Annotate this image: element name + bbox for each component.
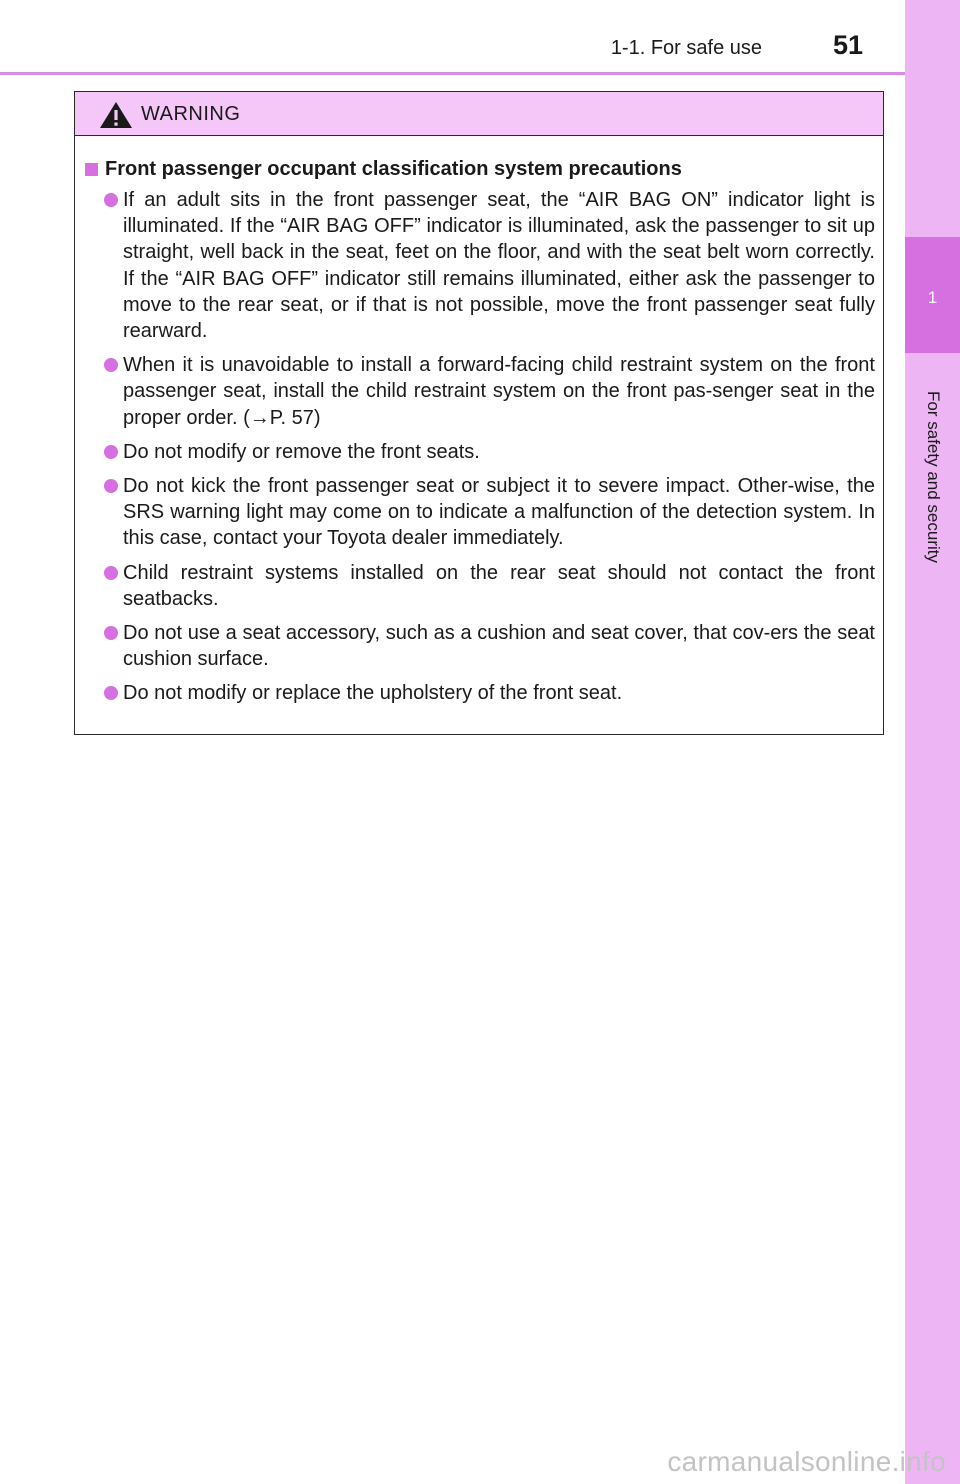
bullet-dot-icon — [104, 686, 118, 700]
list-item — [85, 473, 875, 552]
bullet-dot-icon — [104, 358, 118, 372]
square-bullet-icon — [85, 163, 98, 176]
watermark: carmanualsonline.info — [667, 1446, 946, 1477]
chapter-side-tab — [905, 0, 960, 1484]
section-title: 1-1. For safe use — [610, 37, 762, 59]
list-item — [85, 439, 875, 465]
list-item-text: Do not modify or replace the upholstery of the front seat. — [123, 682, 623, 705]
warning-triangle-icon — [99, 101, 133, 129]
chapter-title: For safety and security — [924, 391, 943, 563]
warning-subheading — [85, 156, 875, 183]
warning-body — [75, 136, 883, 707]
list-item-text: Do not kick the front passenger seat or subject it to severe impact. Other-wise, the SRS warning light may come on to indicate a malfunction of the detection system. In this case, contact your Toyota dealer immediately. — [123, 475, 875, 550]
bullet-dot-icon — [104, 566, 118, 580]
warning-label: WARNING — [141, 103, 241, 125]
bullet-dot-icon — [104, 193, 118, 207]
subheading-text: Front passenger occupant classification system precautions — [105, 158, 682, 180]
header-divider — [0, 72, 905, 75]
list-item — [85, 560, 875, 612]
list-item — [85, 620, 875, 672]
list-item-text: Child restraint systems installed on the rear seat should not contact the front seatbacks. — [123, 561, 875, 610]
page-number: 51 — [833, 30, 864, 60]
chapter-number: 1 — [927, 288, 938, 307]
bullet-dot-icon — [104, 626, 118, 640]
list-item — [85, 680, 875, 706]
list-item-text: Do not use a seat accessory, such as a cushion and seat cover, that cov-ers the seat cushion surface. — [123, 622, 875, 671]
list-item-text: Do not modify or remove the front seats. — [123, 440, 480, 463]
list-item-text: If an adult sits in the front passenger seat, the “AIR BAG ON” indicator light is illuminated. If the “AIR BAG OFF” indicator is illuminated, ask the passenger to sit up straight, well back in the seat, feet on the floor, and with the seat belt worn correctly. If the “AIR BAG OFF” indicator still remains illuminated, either ask the passenger to move to the rear seat, or if that is not possible, move the front passenger seat fully rearward. — [123, 189, 875, 343]
warning-box — [74, 91, 884, 735]
bullet-dot-icon — [104, 445, 118, 459]
list-item — [85, 352, 875, 431]
list-item-text: When it is unavoidable to install a forward-facing child restraint system on the front passenger seat, install the child restraint system on the front pas-senger seat in the proper order. (→P. 57) — [123, 354, 875, 429]
warning-header — [75, 92, 883, 136]
list-item — [85, 187, 875, 344]
warning-list — [85, 187, 875, 707]
bullet-dot-icon — [104, 479, 118, 493]
